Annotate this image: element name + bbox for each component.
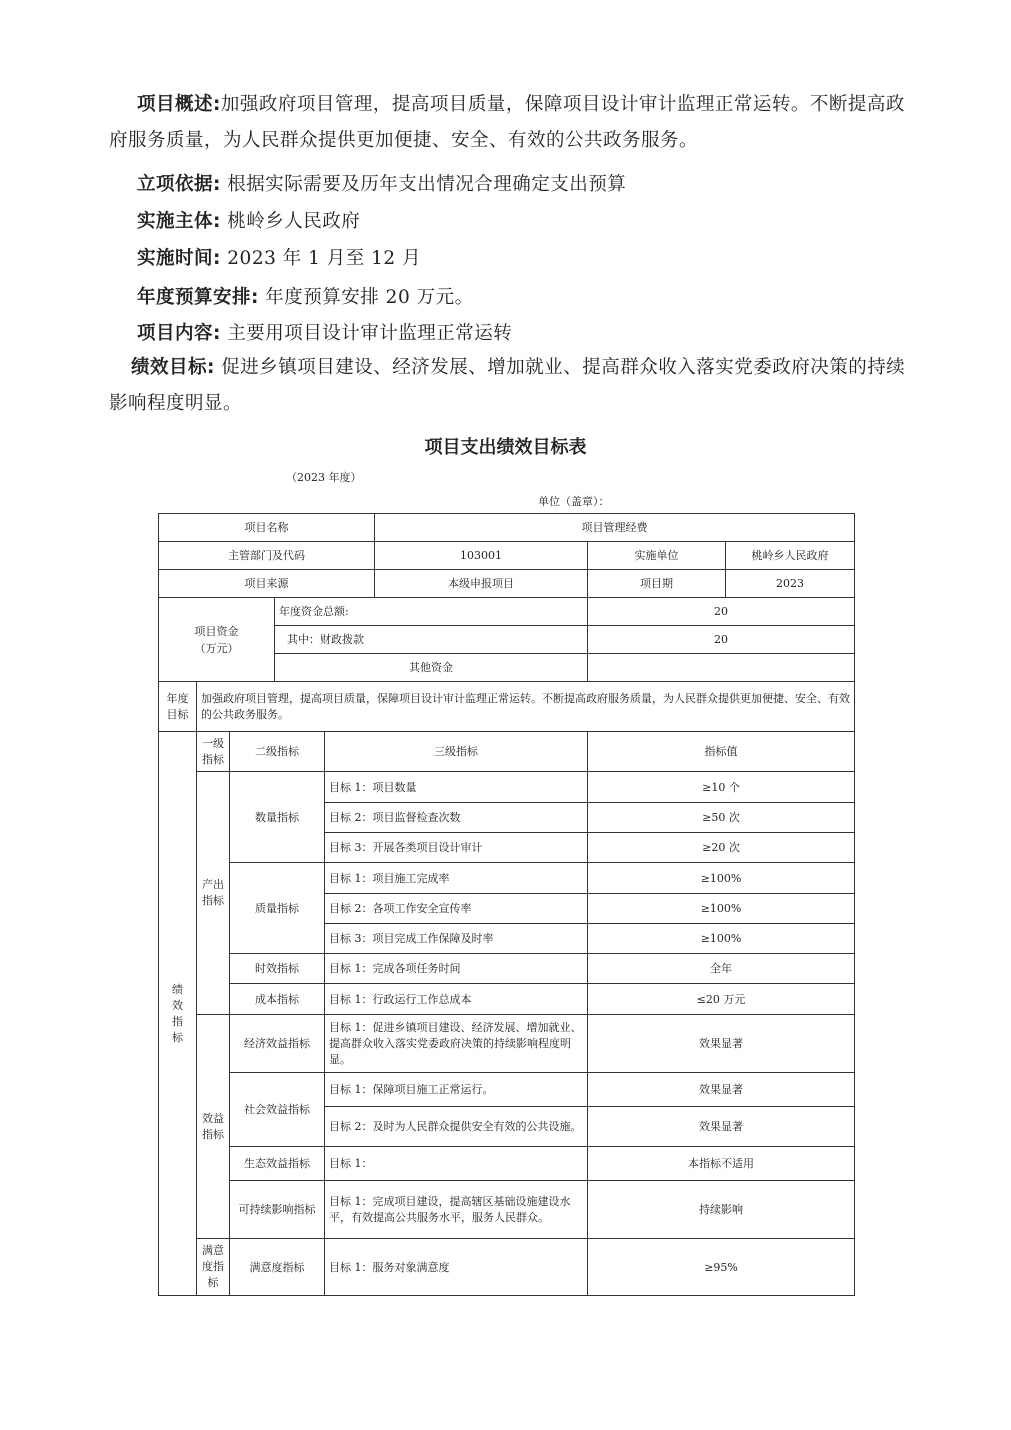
perf-target: 目标 1：项目施工完成率 [325, 863, 588, 894]
perf-target: 目标 3：项目完成工作保障及时率 [325, 924, 588, 954]
budget-text: 年度预算安排 20 万元。 [258, 287, 474, 308]
perf-value: 效果显著 [588, 1107, 855, 1147]
period-label: 项目期 [588, 570, 726, 598]
social-label: 社会效益指标 [230, 1073, 325, 1147]
head-value: 指标值 [588, 732, 855, 772]
perf-value: ≥50 次 [588, 803, 855, 833]
timeliness-label: 时效指标 [230, 954, 325, 984]
perf-target: 目标 2：项目监督检查次数 [325, 803, 588, 833]
annual-goal-label-2: 目标 [166, 707, 189, 721]
perf-target: 目标 3：开展各类项目设计审计 [325, 833, 588, 863]
perf-target: 目标 1：完成项目建设，提高辖区基础设施建设水平，有效提高公共服务水平，服务人民群众。 [325, 1181, 588, 1239]
fiscal-fund-label: 其中：财政拨款 [275, 626, 588, 654]
quality-label: 质量指标 [230, 863, 325, 954]
perf-target: 目标 1：保障项目施工正常运行。 [325, 1073, 588, 1107]
head-level3: 三级指标 [325, 732, 588, 772]
perf-value: 持续影响 [588, 1181, 855, 1239]
overview-label: 项目概述: [137, 94, 221, 115]
content-line [137, 319, 512, 345]
impl-unit-value: 桃岭乡人民政府 [726, 542, 855, 570]
subject-line [137, 207, 360, 233]
content-text: 主要用项目设计审计监理正常运转 [220, 323, 513, 344]
cost-label: 成本指标 [230, 984, 325, 1015]
head-level2: 二级指标 [230, 732, 325, 772]
perf-value: 效果显著 [588, 1073, 855, 1107]
perf-value: ≥100% [588, 863, 855, 894]
perf-target: 目标 1： [325, 1147, 588, 1181]
output-label: 产出指标 [197, 772, 230, 1015]
fiscal-fund-value: 20 [588, 626, 855, 654]
performance-table [158, 513, 855, 1296]
annual-goal-label-1: 年度 [166, 691, 189, 705]
basis-line [137, 170, 626, 196]
perf-value: ≥95% [588, 1239, 855, 1296]
budget-line [137, 283, 474, 309]
ecological-label: 生态效益指标 [230, 1147, 325, 1181]
perf-target: 目标 2：及时为人民群众提供安全有效的公共设施。 [325, 1107, 588, 1147]
perf-value: ≥100% [588, 894, 855, 924]
table-year: （2023 年度） [286, 471, 362, 484]
perf-target: 目标 1：服务对象满意度 [325, 1239, 588, 1296]
total-fund-value: 20 [588, 598, 855, 626]
economic-label: 经济效益指标 [230, 1015, 325, 1073]
other-fund-value [588, 654, 855, 682]
quantity-label: 数量指标 [230, 772, 325, 863]
annual-goal-label [159, 682, 197, 732]
period-value: 2023 [726, 570, 855, 598]
time-label: 实施时间: [137, 248, 221, 269]
head-level1: 一级指标 [197, 732, 230, 772]
perf-side-char-2: 效 [172, 998, 183, 1012]
table-title: 项目支出绩效目标表 [424, 437, 587, 458]
perf-side-label [159, 732, 197, 1296]
basis-label: 立项依据: [137, 174, 221, 195]
perf-value: ≥100% [588, 924, 855, 954]
overview-text: 加强政府项目管理，提高项目质量，保障项目设计审计监理正常运转。不断提高政府服务质量，为人民群众提供更加便捷、安全、有效的公共政务服务。 [109, 94, 905, 151]
perf-value: 全年 [588, 954, 855, 984]
goal-label: 绩效目标: [131, 357, 215, 378]
annual-goal-text: 加强政府项目管理，提高项目质量，保障项目设计审计监理正常运转。不断提高政府服务质量，为人民群众提供更加便捷、安全、有效的公共政务服务。 [197, 682, 855, 732]
basis-text: 根据实际需要及历年支出情况合理确定支出预算 [220, 174, 627, 195]
perf-value: ≥10 个 [588, 772, 855, 803]
fund-label [159, 598, 275, 682]
budget-label: 年度预算安排: [137, 287, 259, 308]
content-label: 项目内容: [137, 323, 221, 344]
goal-text: 促进乡镇项目建设、经济发展、增加就业、提高群众收入落实党委政府决策的持续影响程度明显。 [109, 357, 906, 414]
fund-label-text: 项目资金 [194, 624, 239, 638]
subject-label: 实施主体: [137, 211, 221, 232]
dept-code-value: 103001 [375, 542, 588, 570]
perf-side-char-1: 绩 [172, 982, 183, 996]
perf-value: 效果显著 [588, 1015, 855, 1073]
satisfaction-level1-label: 满意度指标 [197, 1239, 230, 1296]
satisfaction-label: 满意度指标 [230, 1239, 325, 1296]
dept-label: 主管部门及代码 [159, 542, 375, 570]
source-label: 项目来源 [159, 570, 375, 598]
goal-paragraph [109, 350, 909, 422]
total-fund-label: 年度资金总额: [275, 598, 588, 626]
project-name-value: 项目管理经费 [375, 514, 855, 542]
source-value: 本级申报项目 [375, 570, 588, 598]
project-name-label: 项目名称 [159, 514, 375, 542]
perf-target: 目标 1：行政运行工作总成本 [325, 984, 588, 1015]
perf-side-char-3: 指 [172, 1014, 183, 1028]
perf-side-char-4: 标 [172, 1030, 183, 1044]
table-unit: 单位（盖章）： [538, 495, 610, 508]
perf-target: 目标 2：各项工作安全宣传率 [325, 894, 588, 924]
fund-unit: （万元） [194, 641, 239, 655]
perf-target: 目标 1：完成各项任务时间 [325, 954, 588, 984]
perf-value: ≤20 万元 [588, 984, 855, 1015]
sustainable-label: 可持续影响指标 [230, 1181, 325, 1239]
perf-value: ≥20 次 [588, 833, 855, 863]
time-line [137, 244, 421, 270]
time-text: 2023 年 1 月至 12 月 [220, 248, 422, 269]
perf-value: 本指标不适用 [588, 1147, 855, 1181]
perf-target: 目标 1：促进乡镇项目建设、经济发展、增加就业、提高群众收入落实党委政府决策的持续影响程度明显。 [325, 1015, 588, 1073]
perf-target: 目标 1：项目数量 [325, 772, 588, 803]
other-fund-label: 其他资金 [275, 654, 588, 682]
subject-text: 桃岭乡人民政府 [220, 211, 361, 232]
benefit-label: 效益指标 [197, 1015, 230, 1239]
overview-paragraph [109, 87, 909, 159]
impl-label: 实施单位 [588, 542, 726, 570]
